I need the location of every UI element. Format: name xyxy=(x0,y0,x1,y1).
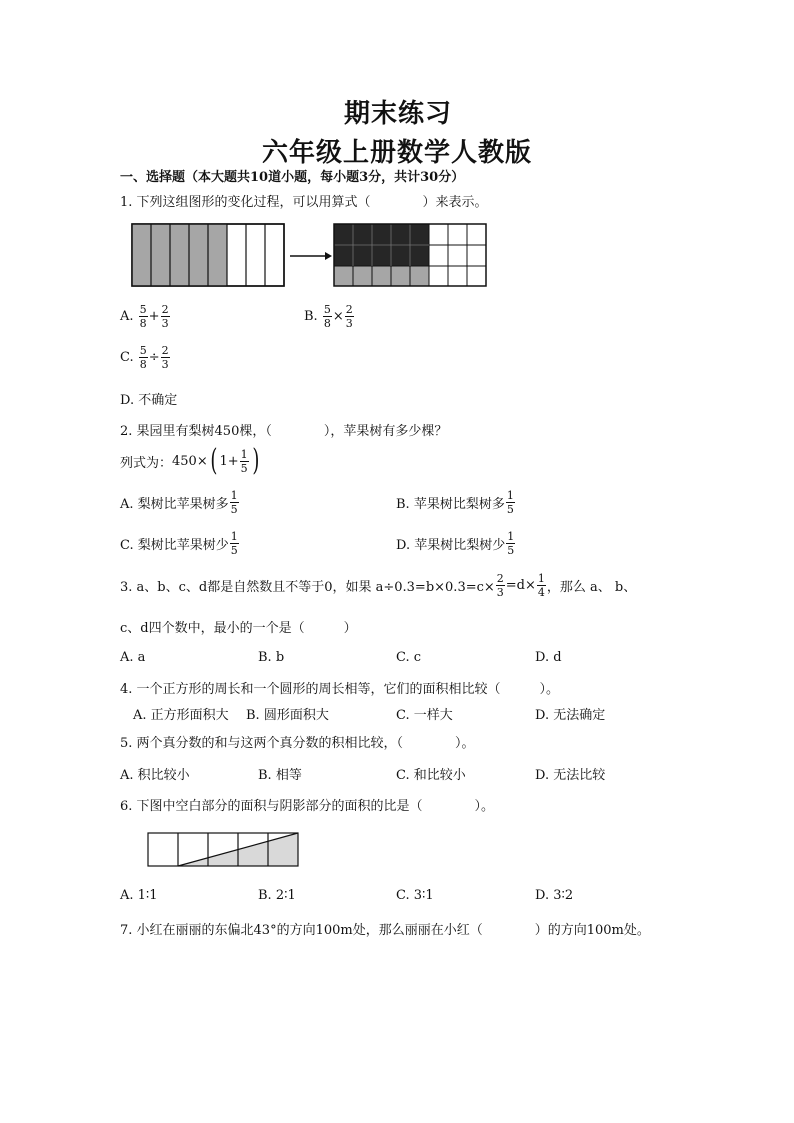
q3-option-a[interactable]: A. a xyxy=(120,650,146,665)
q1-option-c[interactable]: C. $\frac{5}{8}$ ÷ $\frac{2}{3}$ xyxy=(120,344,169,371)
q1-option-a[interactable]: A. $\frac{5}{8}$ + $\frac{2}{3}$ xyxy=(120,303,169,330)
right-grid-figure xyxy=(334,224,486,286)
question-6-figure xyxy=(147,831,301,869)
q5-option-c[interactable]: C. 和比较小 xyxy=(396,768,466,783)
question-5-text: 5. 两个真分数的和与这两个真分数的积相比较，（ ）。 xyxy=(120,736,475,751)
doc-subtitle: 六年级上册数学人教版 xyxy=(262,138,533,168)
q2-formula: 列式为： 450× ( 1+ $\frac{1}{5}$ ) xyxy=(120,443,259,478)
doc-title: 期末练习 xyxy=(344,99,453,129)
q4-option-c[interactable]: C. 一样大 xyxy=(396,708,453,723)
question-6-text: 6. 下图中空白部分的面积与阴影部分的面积的比是（ ）。 xyxy=(120,799,495,814)
question-4-text: 4. 一个正方形的周长和一个圆形的周长相等，它们的面积相比较（ ）。 xyxy=(120,682,560,697)
question-7-text: 7. 小红在丽丽的东偏北43°的方向100m处，那么丽丽在小红（ ）的方向100m处。 xyxy=(120,923,650,938)
question-1-figure xyxy=(130,222,490,290)
q5-option-b[interactable]: B. 相等 xyxy=(258,768,302,783)
q2-option-c[interactable]: C. 梨树比苹果树少 $\frac{1}{5}$ xyxy=(120,530,238,557)
q6-option-b[interactable]: B. 2∶1 xyxy=(258,888,296,903)
arrow-icon xyxy=(290,252,332,260)
q6-option-d[interactable]: D. 3∶2 xyxy=(535,888,574,903)
q2-option-a[interactable]: A. 梨树比苹果树多 $\frac{1}{5}$ xyxy=(120,489,238,516)
q5-option-a[interactable]: A. 积比较小 xyxy=(120,768,190,783)
question-3-line2: c、d四个数中，最小的一个是（ ） xyxy=(120,621,357,636)
q1-option-d[interactable]: D. 不确定 xyxy=(120,393,178,408)
q4-option-a[interactable]: A. 正方形面积大 xyxy=(133,708,229,723)
q2-option-d[interactable]: D. 苹果树比梨树少 $\frac{1}{5}$ xyxy=(396,530,515,557)
q2-option-b[interactable]: B. 苹果树比梨树多 $\frac{1}{5}$ xyxy=(396,489,514,516)
question-1-text: 1. 下列这组图形的变化过程，可以用算式（ ）来表示。 xyxy=(120,195,488,210)
question-2-text: 2. 果园里有梨树450棵，（ ），苹果树有多少棵？ xyxy=(120,424,448,439)
question-3-text: 3. a、b、c、d都是自然数且不等于0，如果 a÷0.3=b×0.3=c× $\frac{2}{3}$ =d× $\frac{1}{4}$ ，那么 a、 b、 xyxy=(120,572,637,599)
left-bar-figure xyxy=(132,224,284,286)
q3-option-b[interactable]: B. b xyxy=(258,650,285,665)
q6-option-c[interactable]: C. 3∶1 xyxy=(396,888,434,903)
q3-option-c[interactable]: C. c xyxy=(396,650,422,665)
section-heading: 一、选择题（本大题共10道小题，每小题3分，共计30分） xyxy=(120,170,465,185)
q3-option-d[interactable]: D. d xyxy=(535,650,562,665)
q4-option-d[interactable]: D. 无法确定 xyxy=(535,708,606,723)
q4-option-b[interactable]: B. 圆形面积大 xyxy=(246,708,329,723)
q1-option-b[interactable]: B. $\frac{5}{8}$ × $\frac{2}{3}$ xyxy=(304,303,353,330)
q6-option-a[interactable]: A. 1∶1 xyxy=(120,888,158,903)
q5-option-d[interactable]: D. 无法比较 xyxy=(535,768,606,783)
